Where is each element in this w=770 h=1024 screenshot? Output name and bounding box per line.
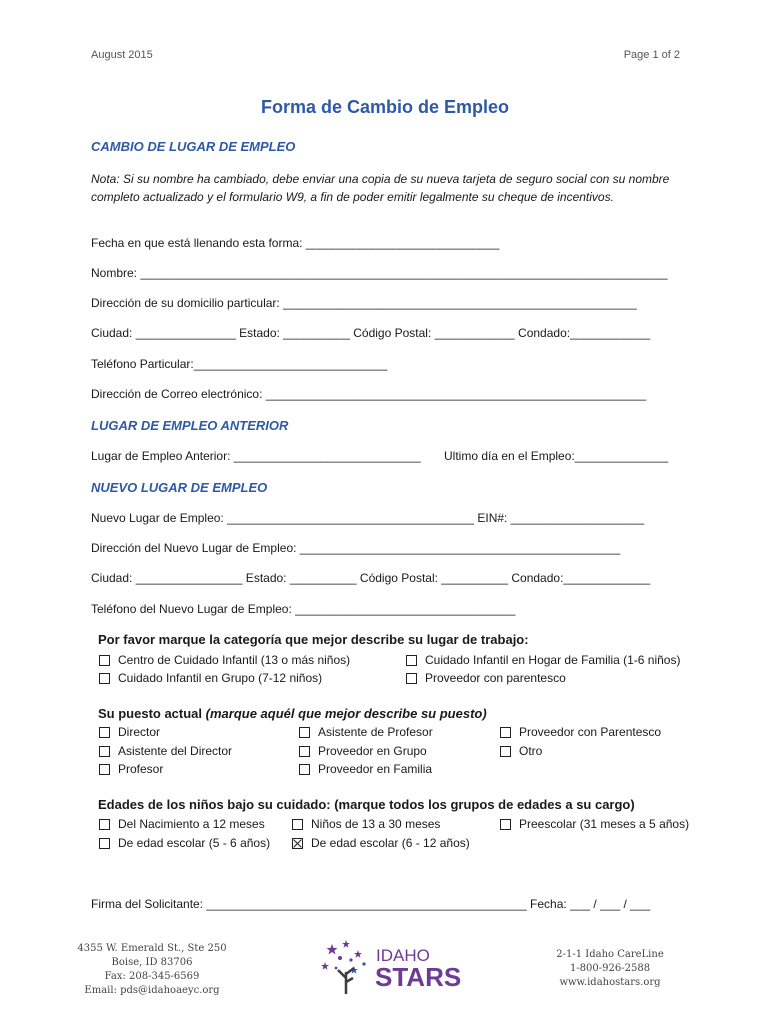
checkbox-icon[interactable] [500, 727, 511, 738]
checkbox-icon[interactable] [500, 746, 511, 757]
puesto-option[interactable]: Asistente del Director [99, 744, 232, 758]
ciudad-estado-field[interactable]: Ciudad: _______________ Estado: __________ Código Postal: ____________ Condado:____________ [91, 326, 651, 340]
nuevo-direccion-field[interactable]: Dirección del Nuevo Lugar de Empleo: ________________________________________________ [91, 541, 621, 555]
header-date: August 2015 [91, 49, 153, 61]
logo-idaho-text: IDAHO [376, 946, 430, 965]
tree-stars-icon [320, 938, 376, 994]
checkbox-icon[interactable] [292, 819, 303, 830]
puesto-option[interactable]: Proveedor en Grupo [299, 744, 427, 758]
idaho-stars-logo [320, 938, 465, 994]
checkbox-icon[interactable] [99, 673, 110, 684]
checkbox-icon[interactable] [299, 746, 310, 757]
checkbox-icon[interactable] [299, 764, 310, 775]
edades-question: Edades de los niños bajo su cuidado: (marque todos los grupos de edades a su cargo) [98, 797, 635, 812]
checkbox-icon[interactable] [99, 838, 110, 849]
edades-option[interactable]: Preescolar (31 meses a 5 años) [500, 817, 689, 831]
checkbox-icon[interactable] [99, 746, 110, 757]
checkbox-icon[interactable] [99, 727, 110, 738]
website-link[interactable]: www.idahostars.org [559, 977, 661, 988]
puesto-question: Su puesto actual (marque aquél que mejor describe su puesto) [98, 706, 487, 721]
checkbox-icon[interactable] [406, 673, 417, 684]
header-page-number: Page 1 of 2 [623, 49, 680, 61]
logo-stars-text: STARS [375, 962, 462, 992]
edades-option[interactable]: Del Nacimiento a 12 meses [99, 817, 265, 831]
puesto-option[interactable]: Proveedor en Familia [299, 762, 432, 776]
categoria-option[interactable]: Proveedor con parentesco [406, 671, 566, 685]
empleo-anterior-field[interactable]: Lugar de Empleo Anterior: ____________________________ [91, 449, 421, 463]
edades-option[interactable]: Niños de 13 a 30 meses [292, 817, 440, 831]
checkbox-icon[interactable] [500, 819, 511, 830]
categoria-option[interactable]: Centro de Cuidado Infantil (13 o más niños) [99, 653, 350, 667]
checkbox-icon[interactable] [406, 655, 417, 666]
section-heading-anterior: LUGAR DE EMPLEO ANTERIOR [91, 418, 289, 433]
categoria-option[interactable]: Cuidado Infantil en Grupo (7-12 niños) [99, 671, 322, 685]
direccion-field[interactable]: Dirección de su domicilio particular: _____________________________________________________ [91, 296, 637, 310]
section-heading-nuevo: NUEVO LUGAR DE EMPLEO [91, 480, 268, 495]
checkbox-icon[interactable] [299, 727, 310, 738]
nuevo-empleo-field[interactable]: Nuevo Lugar de Empleo: _____________________________________ EIN#: ____________________ [91, 511, 645, 525]
checkbox-icon[interactable] [99, 764, 110, 775]
puesto-option[interactable]: Profesor [99, 762, 163, 776]
puesto-option[interactable]: Proveedor con Parentesco [500, 725, 661, 739]
nuevo-telefono-field[interactable]: Teléfono del Nuevo Lugar de Empleo: _________________________________ [91, 602, 516, 616]
nombre-field[interactable]: Nombre: _______________________________________________________________________________ [91, 266, 668, 280]
nuevo-ciudad-field[interactable]: Ciudad: ________________ Estado: __________ Código Postal: __________ Condado:_____________ [91, 571, 651, 585]
telefono-field[interactable]: Teléfono Particular:_____________________________ [91, 357, 388, 371]
edades-option[interactable]: De edad escolar (6 - 12 años) [292, 836, 470, 850]
name-change-note: Nota: Si su nombre ha cambiado, debe enviar una copia de su nueva tarjeta de seguro social con su nombre completo actualizado y el formulario W9, a fin de poder emitir legalmente su cheque de incentivos. [91, 172, 670, 204]
fecha-field[interactable]: Fecha en que está llenando esta forma: _____________________________ [91, 236, 500, 250]
correo-field[interactable]: Dirección de Correo electrónico: _________________________________________________________ [91, 387, 647, 401]
checked-checkbox-icon[interactable] [292, 838, 303, 849]
categoria-option[interactable]: Cuidado Infantil en Hogar de Familia (1-6 niños) [406, 653, 680, 667]
section-heading-cambio: CAMBIO DE LUGAR DE EMPLEO [91, 139, 296, 154]
checkbox-icon[interactable] [99, 819, 110, 830]
ultimo-dia-field[interactable]: Ultimo día en el Empleo:______________ [444, 449, 669, 463]
edades-option[interactable]: De edad escolar (5 - 6 años) [99, 836, 270, 850]
checkbox-icon[interactable] [99, 655, 110, 666]
firma-fecha-field[interactable]: Firma del Solicitante: ________________________________________________ Fecha: ___ / ___ / ___ [91, 897, 651, 911]
categoria-question: Por favor marque la categoría que mejor describe su lugar de trabajo: [98, 632, 529, 647]
footer-contact: 2-1-1 Idaho CareLine 1-800-926-2588 www.idahostars.org [515, 948, 705, 990]
footer-address: 4355 W. Emerald St., Ste 250 Boise, ID 83706 Fax: 208-345-6569 Email: pds@idahoaeyc.org [77, 943, 227, 996]
puesto-option[interactable]: Asistente de Profesor [299, 725, 433, 739]
puesto-option[interactable]: Otro [500, 744, 542, 758]
form-title: Forma de Cambio de Empleo [260, 97, 510, 117]
puesto-option[interactable]: Director [99, 725, 160, 739]
